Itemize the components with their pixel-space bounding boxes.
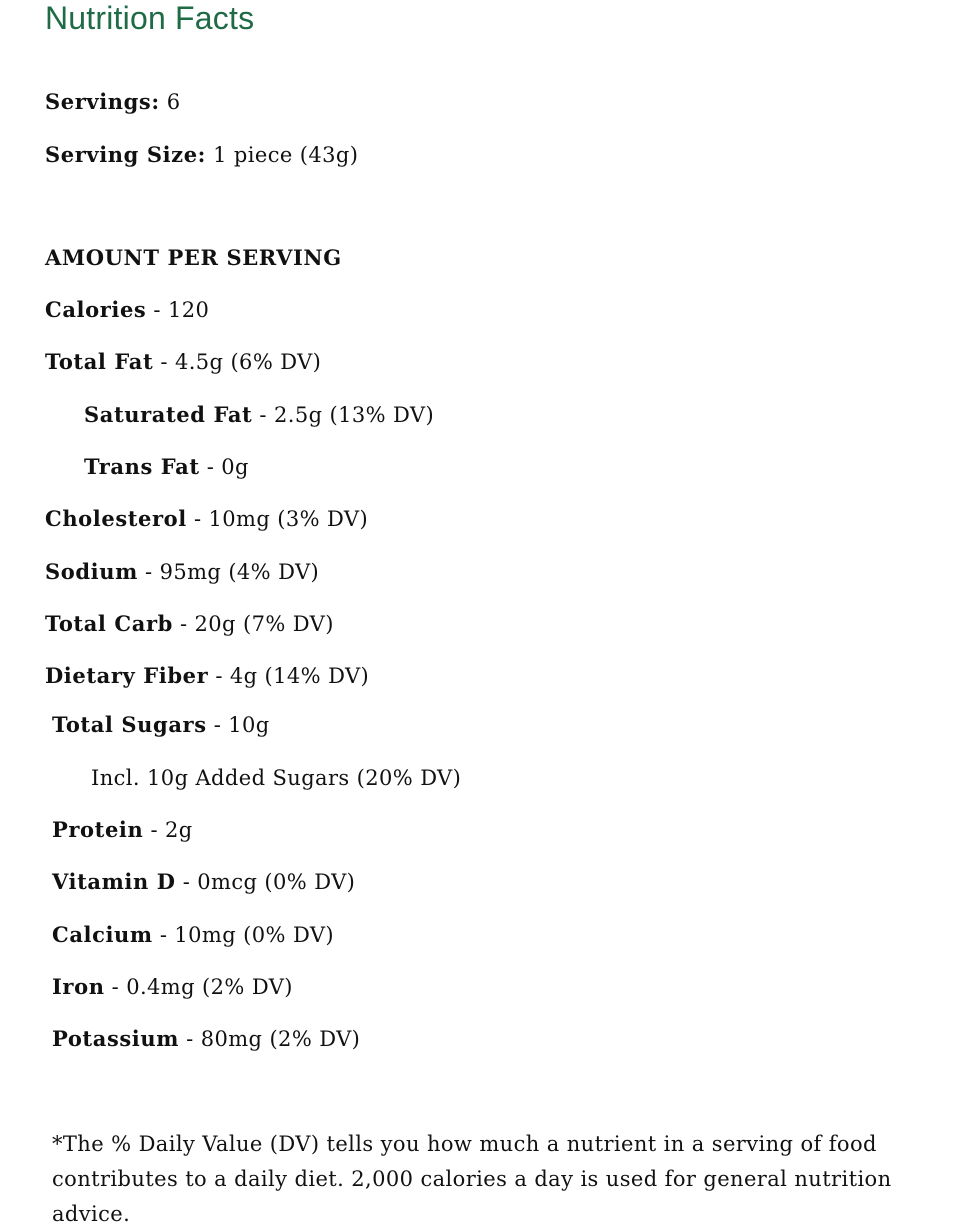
- servings-value: 6: [166, 90, 181, 114]
- nutrient-value: Incl. 10g Added Sugars (20% DV): [91, 766, 462, 790]
- nutrient-name: Saturated Fat: [84, 402, 253, 427]
- servings-label: Servings:: [45, 89, 160, 114]
- nutrient-row-added-sugars: [91, 765, 461, 791]
- nutrient-value: - 0.4mg (2% DV): [111, 975, 293, 999]
- nutrient-value: - 80mg (2% DV): [186, 1027, 361, 1051]
- nutrient-value: - 95mg (4% DV): [145, 560, 320, 584]
- page-title: Nutrition Facts: [45, 0, 255, 36]
- nutrient-row-calcium: [52, 922, 334, 948]
- nutrient-value: - 2g: [150, 818, 193, 842]
- nutrient-row-total-sugars: [52, 712, 270, 738]
- nutrient-row-potassium: [52, 1026, 360, 1052]
- nutrient-value: - 4.5g (6% DV): [160, 350, 322, 374]
- nutrient-name: Sodium: [45, 559, 138, 584]
- nutrient-row-sodium: [45, 559, 319, 585]
- nutrient-value: - 20g (7% DV): [179, 612, 334, 636]
- nutrient-value: - 2.5g (13% DV): [259, 403, 435, 427]
- nutrient-row-total-carb: [45, 611, 334, 637]
- serving-size-value: 1 piece (43g): [213, 143, 359, 167]
- daily-value-footnote: *The % Daily Value (DV) tells you how much a nutrient in a serving of food contributes to a daily diet. 2,000 calories a day is used for general nutrition advice.: [52, 1132, 892, 1226]
- nutrient-value: - 10mg (0% DV): [159, 923, 334, 947]
- nutrient-name: Iron: [52, 974, 105, 999]
- nutrient-value: - 120: [153, 298, 210, 322]
- nutrient-name: Total Carb: [45, 611, 173, 636]
- nutrient-name: Dietary Fiber: [45, 663, 209, 688]
- nutrient-row-saturated-fat: [84, 402, 434, 428]
- servings-row: [45, 89, 181, 115]
- nutrient-row-cholesterol: [45, 506, 368, 532]
- nutrient-row-total-fat: [45, 349, 321, 375]
- nutrient-row-calories: [45, 297, 209, 323]
- amount-per-serving-heading: AMOUNT PER SERVING: [45, 245, 342, 270]
- nutrient-value: - 4g (14% DV): [215, 664, 370, 688]
- nutrient-row-iron: [52, 974, 293, 1000]
- nutrient-name: Total Sugars: [52, 712, 207, 737]
- nutrient-value: - 10mg (3% DV): [193, 507, 369, 531]
- nutrient-name: Potassium: [52, 1026, 180, 1051]
- nutrient-row-protein: [52, 817, 193, 843]
- nutrient-row-dietary-fiber: [45, 663, 369, 689]
- nutrient-name: Cholesterol: [45, 506, 187, 531]
- nutrient-row-trans-fat: [84, 454, 249, 480]
- serving-size-row: [45, 142, 358, 168]
- nutrient-name: Trans Fat: [84, 454, 200, 479]
- nutrient-value: - 0mcg (0% DV): [182, 870, 356, 894]
- nutrient-name: Calories: [45, 297, 147, 322]
- nutrient-value: - 0g: [206, 455, 249, 479]
- nutrient-row-vitamin-d: [52, 869, 355, 895]
- nutrient-name: Protein: [52, 817, 144, 842]
- nutrient-name: Calcium: [52, 922, 153, 947]
- nutrient-name: Total Fat: [45, 349, 154, 374]
- nutrient-name: Vitamin D: [52, 869, 176, 894]
- serving-size-label: Serving Size:: [45, 142, 207, 167]
- nutrient-value: - 10g: [213, 713, 270, 737]
